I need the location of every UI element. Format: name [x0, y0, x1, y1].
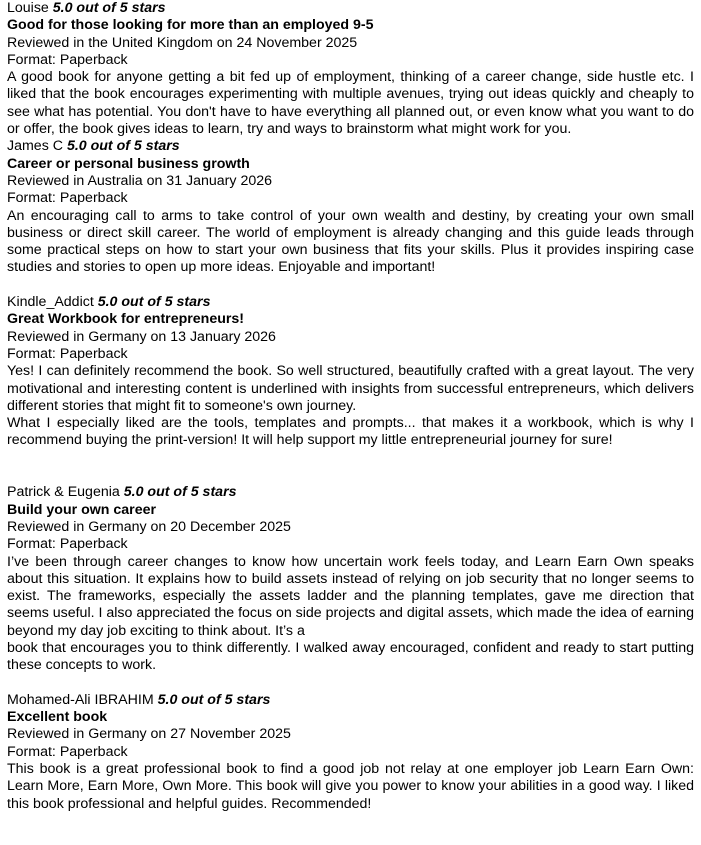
review-item	[7, 294, 694, 450]
review-body: This book is a great professional book to find a good job not relay at one employer job Learn Earn Own: Learn More, Earn More, Own More. This book will give you power to know your abilities in a good way. I liked this book professional and helpful guides. Recommended!	[7, 761, 694, 812]
review-meta: Reviewed in Germany on 20 December 2025	[7, 518, 291, 535]
review-header	[7, 0, 694, 17]
reviewer-name: James C	[7, 138, 63, 155]
review-item	[7, 692, 694, 813]
spacer	[7, 450, 694, 485]
review-body: Yes! I can definitely recommend the book. So well structured, beautifully crafted with a great layout. The very motivational and interesting content is underlined with insights from successful entrepreneurs, which delivers different stories that might fit to someone's own journey.	[7, 363, 694, 414]
star-rating: 5.0 out of 5 stars	[97, 294, 211, 311]
review-meta: Reviewed in the United Kingdom on 24 November 2025	[7, 34, 358, 51]
review-title: Excellent book	[7, 709, 108, 726]
star-rating: 5.0 out of 5 stars	[123, 484, 237, 501]
review-format: Format: Paperback	[7, 536, 128, 553]
review-header	[7, 692, 694, 709]
review-item	[7, 138, 694, 276]
reviewer-name: Kindle_Addict	[7, 294, 94, 311]
review-header	[7, 484, 694, 501]
review-item	[7, 0, 694, 138]
review-body: What I especially liked are the tools, templates and prompts... that makes it a workbook, which is why I recommend buying the print-version! It will help support my little entrepreneurial journey for sure!	[7, 415, 694, 449]
review-title: Build your own career	[7, 501, 157, 518]
review-body: I’ve been through career changes to know how uncertain work feels today, and Learn Earn Own speaks about this situation. It explains how to build assets instead of relying on job security that no longer seems to exist. The frameworks, especially the assets ladder and the planning templates, gave me direction that seems useful. I also appreciated the focus on side projects and digital assets, which made the idea of earning beyond my day job exciting to think about. It’s a	[7, 553, 694, 639]
reviewer-name: Louise	[7, 0, 49, 16]
star-rating: 5.0 out of 5 stars	[66, 138, 180, 155]
review-format: Format: Paperback	[7, 743, 128, 760]
review-format: Format: Paperback	[7, 345, 128, 362]
reviewer-name: Patrick & Eugenia	[7, 484, 120, 501]
review-title: Great Workbook for entrepreneurs!	[7, 311, 245, 328]
review-format: Format: Paperback	[7, 51, 128, 68]
review-item	[7, 484, 694, 674]
review-title: Good for those looking for more than an employed 9-5	[7, 17, 374, 34]
review-body: A good book for anyone getting a bit fed up of employment, thinking of a career change, side hustle etc. I liked that the book encourages experimenting with multiple avenues, trying out ideas quickly and cheaply to see what has potential. You don't have to have everything all planned out, or even know what you want to do or offer, the book gives ideas to learn, try and ways to brainstorm what might work for you.	[7, 69, 694, 138]
reviewer-name: Mohamed-Ali IBRAHIM	[7, 691, 154, 708]
review-meta: Reviewed in Australia on 31 January 2026	[7, 172, 273, 189]
star-rating: 5.0 out of 5 stars	[157, 691, 271, 708]
review-body: An encouraging call to arms to take control of your own wealth and destiny, by creating your own small business or direct skill career. The world of employment is already changing and this guide leads through some practical steps on how to start your own business that fits your skills. Plus it provides inspiring case studies and stories to open up more ideas. Enjoyable and important!	[7, 207, 694, 276]
review-header	[7, 294, 694, 311]
spacer	[7, 277, 694, 294]
review-meta: Reviewed in Germany on 27 November 2025	[7, 726, 291, 743]
spacer	[7, 675, 694, 692]
star-rating: 5.0 out of 5 stars	[52, 0, 166, 16]
review-body: book that encourages you to think differently. I walked away encouraged, confident and ready to start putting these concepts to work.	[7, 639, 694, 674]
review-meta: Reviewed in Germany on 13 January 2026	[7, 328, 276, 345]
review-title: Career or personal business growth	[7, 155, 250, 172]
review-format: Format: Paperback	[7, 190, 128, 207]
review-header	[7, 138, 694, 155]
